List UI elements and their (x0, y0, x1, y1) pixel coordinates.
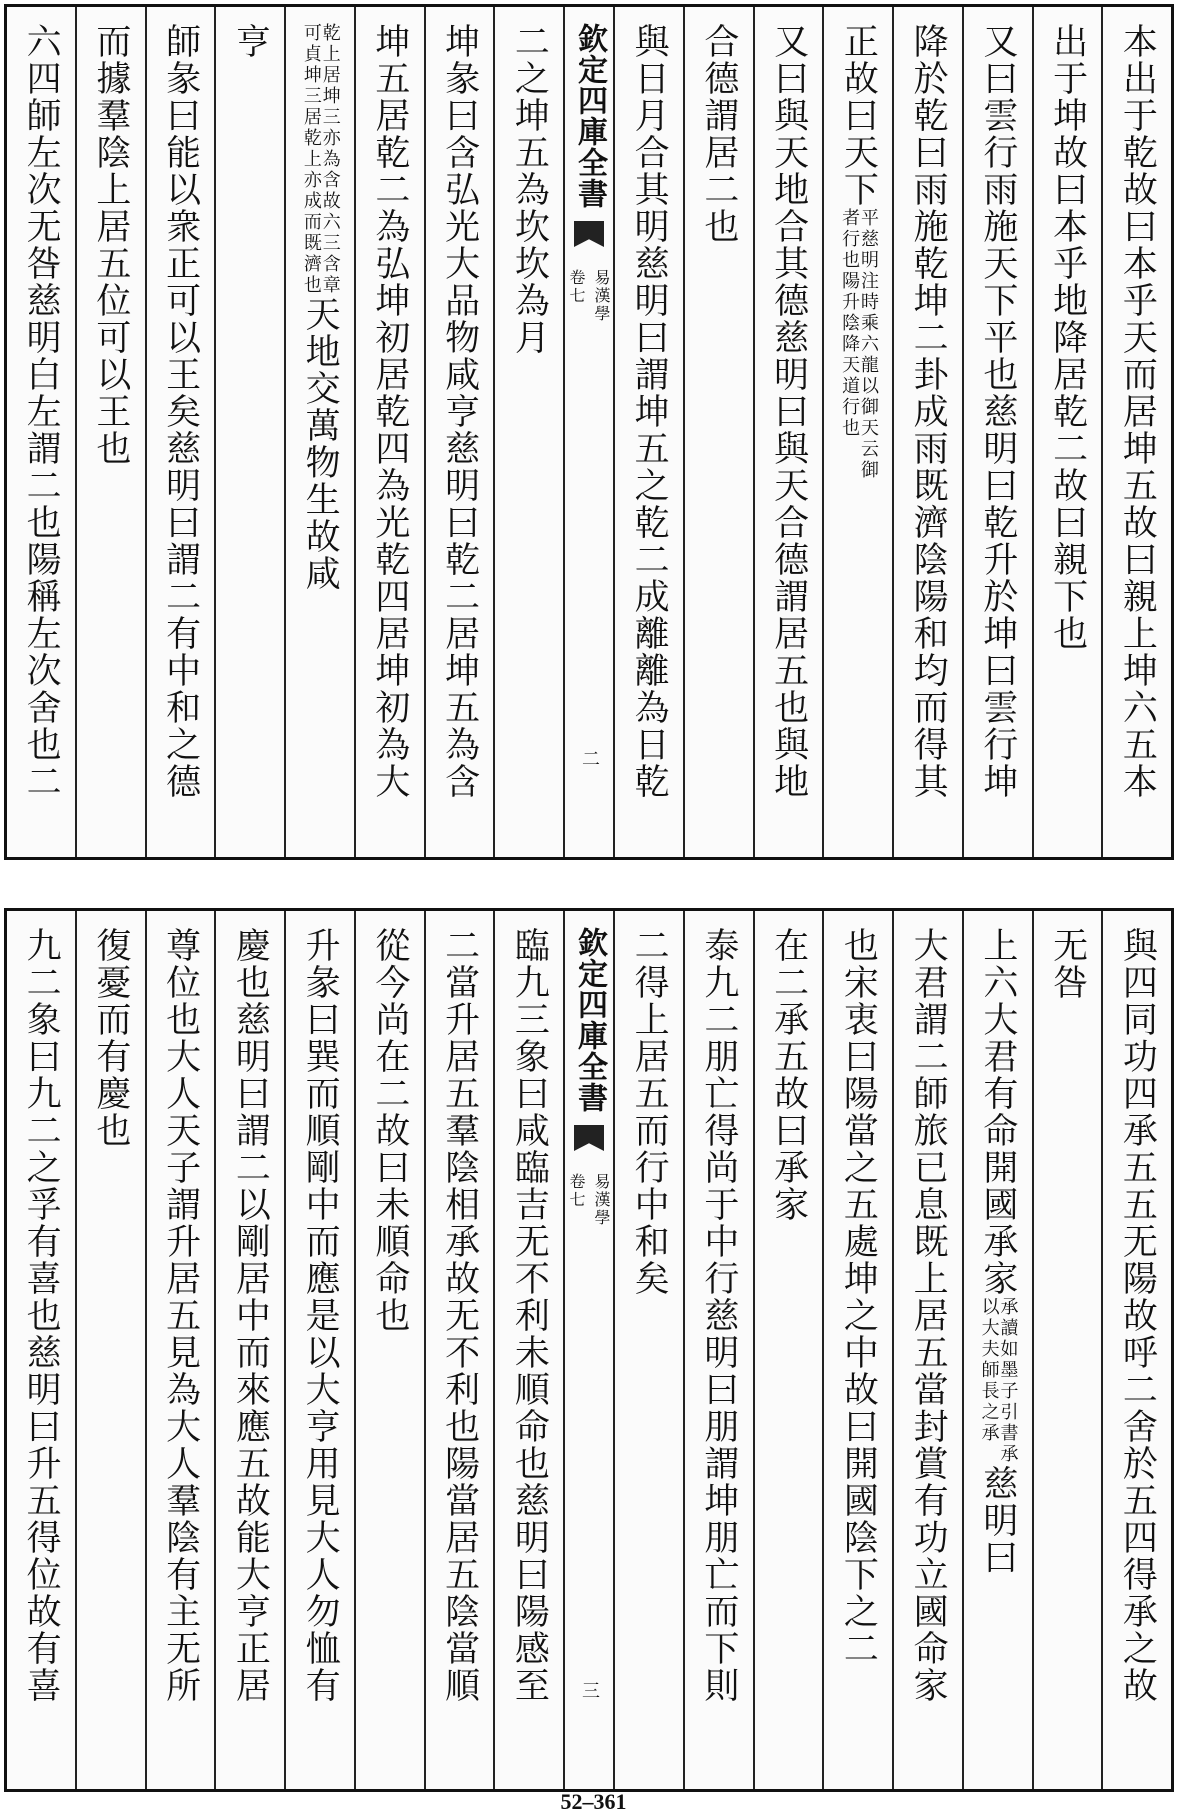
column-text: 在二承五故曰承家 (768, 927, 809, 1223)
commentary-note (979, 1297, 1017, 1465)
column-text: 復憂而有慶也 (90, 927, 131, 1149)
column-text: 二之坤五為坎坎為月 (509, 23, 550, 356)
book-title: 欽定四庫全書 (572, 23, 607, 209)
text-column (75, 7, 145, 857)
leaf-number: 三 (579, 1681, 600, 1699)
volume-number: 卷七 (567, 269, 586, 305)
column-text: 又曰與天地合其德慈明曰與天合德謂居五也與地 (768, 23, 809, 800)
fish-tail-mark-icon (574, 221, 604, 247)
book-title: 欽定四庫全書 (572, 927, 607, 1113)
note-line: 乾上居坤三亦為含故六三含章 (319, 23, 341, 296)
column-text: 也 (838, 927, 879, 964)
text-column (822, 911, 892, 1789)
column-text: 降於乾曰雨施乾坤二卦成雨既濟陰陽和均而得其 (908, 23, 949, 800)
column-text: 師彖曰能以衆正可以王矣慈明曰謂二有中和之德 (160, 23, 201, 800)
column-text: 坤五居乾二為弘坤初居乾四為光乾四居坤初為大 (369, 23, 410, 800)
commentary-note (301, 23, 339, 296)
column-text: 尊位也大人天子謂升居五見為大人羣陰有主无所 (160, 927, 201, 1704)
volume-title: 易漢學 (592, 269, 611, 323)
column-text: 臨九三象曰咸臨吉无不利未順命也慈明曰陽感至 (509, 927, 550, 1704)
text-column (284, 7, 354, 857)
text-column (7, 911, 75, 1789)
text-column (1101, 7, 1171, 857)
text-column (613, 911, 683, 1789)
text-column (424, 7, 494, 857)
text-column (7, 7, 75, 857)
column-text: 從今尚在二故曰未順命也 (369, 927, 410, 1334)
column-text: 九二象曰九二之孚有喜也慈明曰升五得位故有喜 (21, 927, 62, 1704)
volume-number: 卷七 (567, 1173, 586, 1209)
text-column (214, 7, 284, 857)
center-gutter (563, 7, 613, 857)
text-column (493, 911, 563, 1789)
text-column (962, 911, 1032, 1789)
text-column (683, 7, 753, 857)
column-text: 本出于乾故曰本乎天而居坤五故曰親上坤六五本 (1117, 23, 1158, 800)
column-text: 又曰雲行雨施天下平也慈明曰乾升於坤曰雲行坤 (977, 23, 1018, 800)
column-text: 上六大君有命開國承家 (977, 927, 1018, 1297)
note-line: 平慈明注時乘六龍以御天云御 (858, 208, 880, 481)
note-line: 以大夫師長之承 (978, 1297, 1000, 1444)
column-text: 宋衷曰陽當之五處坤之中故曰開國陰下之二 (838, 964, 879, 1667)
text-column (1101, 911, 1171, 1789)
fish-tail-mark-icon (574, 1125, 604, 1151)
text-column (683, 911, 753, 1789)
bottom-page-frame (4, 908, 1174, 1792)
column-text: 二得上居五而行中和矣 (629, 927, 670, 1297)
column-text: 坤彖曰含弘光大品物咸亨慈明曰乾二居坤五為含 (439, 23, 480, 800)
column-text: 泰九二朋亡得尚于中行慈明曰朋謂坤朋亡而下則 (698, 927, 739, 1704)
column-text: 與日月合其明慈明曰謂坤五之乾二成離離為日乾 (629, 23, 670, 800)
top-page-frame (4, 4, 1174, 860)
text-column (753, 7, 823, 857)
text-column (424, 911, 494, 1789)
column-text: 慶也慈明曰謂二以剛居中而來應五故能大亨正居 (230, 927, 271, 1704)
column-text: 无咎 (1047, 927, 1088, 1001)
center-gutter (563, 911, 613, 1789)
volume-title: 易漢學 (592, 1173, 611, 1227)
column-text: 正故曰天下 (838, 23, 879, 208)
text-column (354, 911, 424, 1789)
column-text: 出于坤故曰本乎地降居乾二故曰親下也 (1047, 23, 1088, 652)
text-column (753, 911, 823, 1789)
note-line: 者行也陽升陰降天道行也 (839, 208, 861, 439)
column-text: 六四師左次无咎慈明白左謂二也陽稱左次舍也二 (21, 23, 62, 800)
text-column (284, 911, 354, 1789)
text-column (613, 7, 683, 857)
text-column (892, 7, 962, 857)
note-line: 承讀如墨子引書承 (997, 1297, 1019, 1465)
column-text: 合德謂居二也 (698, 23, 739, 245)
text-column (892, 911, 962, 1789)
column-text: 升彖曰巽而順剛中而應是以大亨用見大人勿恤有 (300, 927, 341, 1704)
top-columns (7, 7, 1171, 857)
page-number: 52–361 (560, 1789, 627, 1814)
text-column (1032, 911, 1102, 1789)
commentary-note (839, 208, 880, 481)
text-column (145, 911, 215, 1789)
column-text: 二當升居五羣陰相承故无不利也陽當居五陰當順 (439, 927, 480, 1704)
column-text: 大君謂二師旅已息既上居五當封賞有功立國命家 (908, 927, 949, 1704)
text-column (354, 7, 424, 857)
text-column (962, 7, 1032, 857)
text-column (145, 7, 215, 857)
volume-label (565, 1173, 613, 1227)
column-text: 天地交萬物生故咸 (300, 296, 341, 592)
note-line: 可貞坤三居乾上亦成而既濟也 (300, 23, 322, 296)
text-column (493, 7, 563, 857)
text-column (1032, 7, 1102, 857)
leaf-number: 二 (579, 749, 600, 767)
column-text: 慈明曰 (977, 1465, 1018, 1576)
bottom-columns (7, 911, 1171, 1789)
text-column (75, 911, 145, 1789)
column-text: 與四同功四承五五无陽故呼二舍於五四得承之故 (1117, 927, 1158, 1704)
text-column (214, 911, 284, 1789)
column-text: 亨 (230, 23, 271, 60)
text-column (822, 7, 892, 857)
column-text: 而據羣陰上居五位可以王也 (90, 23, 131, 467)
volume-label (565, 269, 613, 323)
